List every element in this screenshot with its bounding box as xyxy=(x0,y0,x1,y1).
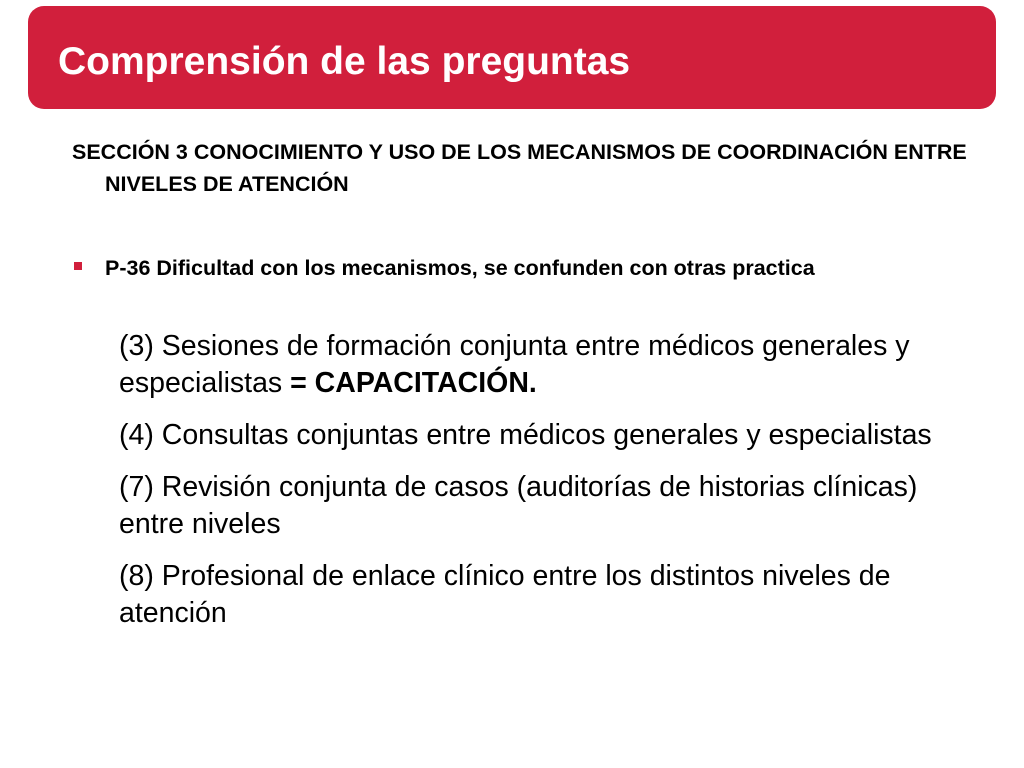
list-item-emphasis: = CAPACITACIÓN. xyxy=(290,367,537,399)
bullet-item xyxy=(74,252,954,284)
square-bullet-icon xyxy=(74,262,82,270)
list-item xyxy=(119,558,969,632)
section-heading: SECCIÓN 3 CONOCIMIENTO Y USO DE LOS MECANISMOS DE COORDINACIÓN ENTRE NIVELES DE ATENCIÓN xyxy=(72,140,967,196)
list-item-text: (8) Profesional de enlace clínico entre los distintos niveles de atención xyxy=(119,560,891,629)
list-item-text: (4) Consultas conjuntas entre médicos generales y especialistas xyxy=(119,419,932,451)
list-item xyxy=(119,417,969,454)
list-item xyxy=(119,328,969,402)
list-item xyxy=(119,469,969,543)
sub-item-list xyxy=(119,328,969,647)
slide-title: Comprensión de las preguntas xyxy=(58,40,631,83)
list-item-text: (7) Revisión conjunta de casos (auditorías de historias clínicas) entre niveles xyxy=(119,471,918,540)
bullet-text: P-36 Dificultad con los mecanismos, se confunden con otras practica xyxy=(105,256,815,280)
title-banner xyxy=(28,6,996,109)
list-item-text: (3) Sesiones de formación conjunta entre médicos generales y especialistas xyxy=(119,330,910,399)
